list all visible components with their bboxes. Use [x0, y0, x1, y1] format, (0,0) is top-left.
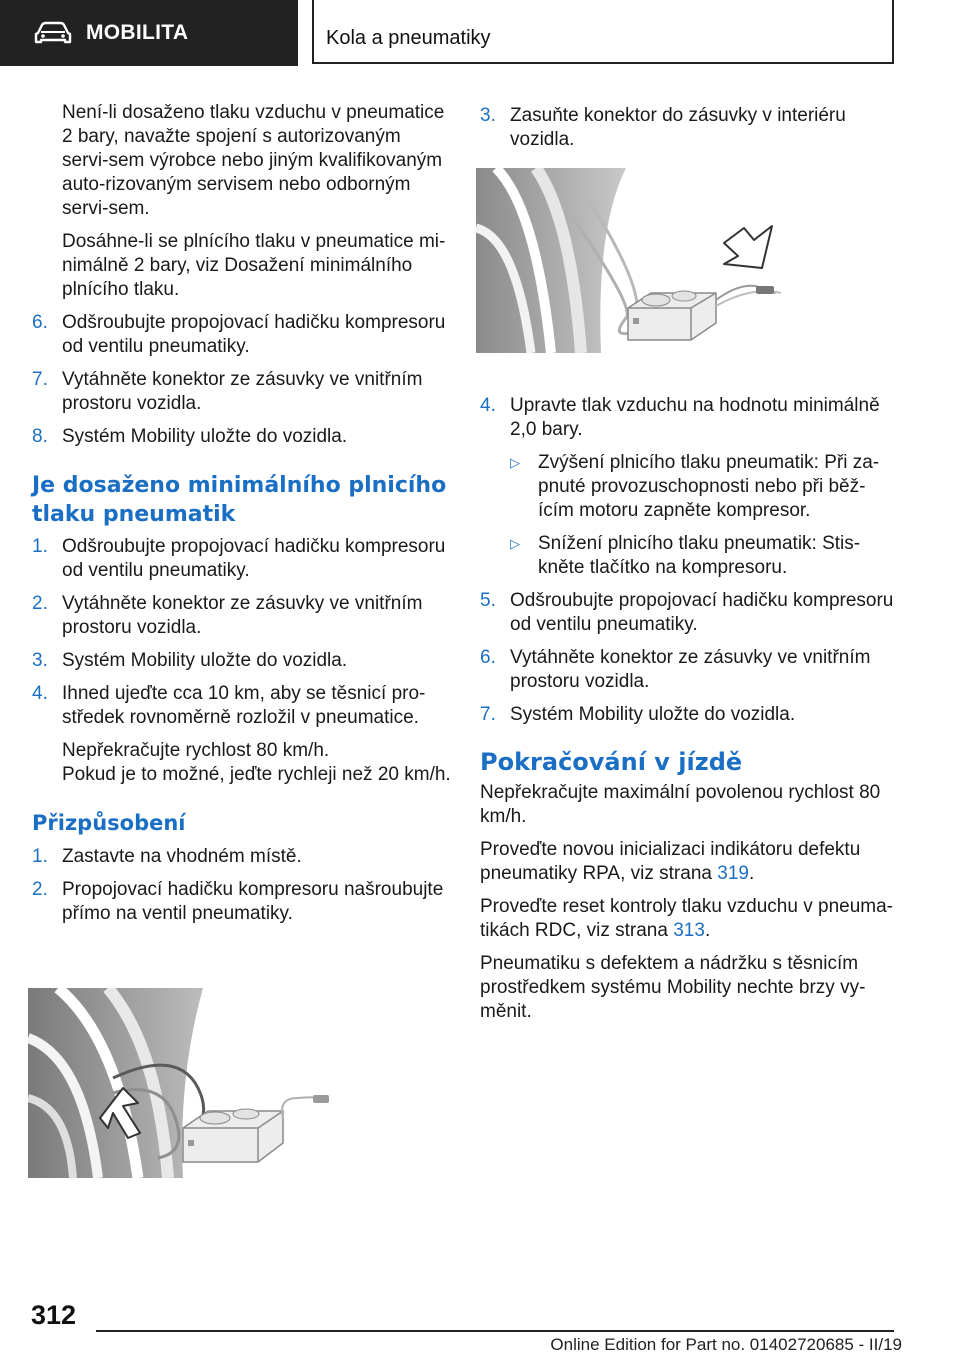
step-number: 2.: [32, 879, 48, 900]
step-number: 4.: [480, 395, 496, 416]
step-text: Odšroubujte propojovací hadičku kompresoru od ventilu pneumatiky.: [62, 312, 446, 357]
section-tab: [0, 0, 298, 66]
bullet-text: Zvýšení plnicího tlaku pneumatik: Při za-pnuté provozuschopnosti nebo při běž-ícím motoru zapněte kompresor.: [538, 452, 880, 521]
list-item: [32, 311, 452, 359]
body-paragraph: Pneumatiku s defektem a nádržku s těsnicím prostředkem systému Mobility nechte brzy vy-měnit.: [480, 953, 866, 1022]
step-number: 2.: [32, 593, 48, 614]
footer-divider: [96, 1330, 894, 1332]
intro-paragraph: Není-li dosaženo tlaku vzduchu v pneumatice 2 bary, navažte spojení s autorizovaným servi-sem výrobce nebo jiným kvalifikovaným auto-rizovaným servisem nebo odborným servi-sem.: [62, 102, 445, 219]
list-item: [32, 845, 452, 869]
body-paragraph: [480, 838, 900, 886]
list-item: [480, 104, 900, 152]
chapter-title: Kola a pneumatiky: [326, 27, 491, 49]
step-text: Systém Mobility uložte do vozidla.: [510, 704, 796, 725]
step-text: Zastavte na vhodném místě.: [62, 846, 302, 867]
body-text: .: [704, 920, 711, 941]
step-text: Zasuňte konektor do zásuvky v interiéru vozidla.: [510, 105, 846, 150]
page-number: 312: [31, 1300, 77, 1330]
step-number: 8.: [32, 426, 48, 447]
compressor-icon: [183, 1109, 283, 1162]
list-item: [32, 649, 452, 673]
step-number: 1.: [32, 846, 48, 867]
page-link-313[interactable]: 313: [673, 920, 705, 941]
compressor-valve-illustration: [28, 988, 448, 1178]
car-icon: [34, 21, 72, 45]
list-item: [480, 589, 900, 637]
body-text: .: [748, 863, 755, 884]
triangle-bullet-icon: ▷: [510, 536, 520, 551]
step-number: 7.: [32, 369, 48, 390]
list-item: [480, 394, 900, 442]
section-heading: Je dosaženo minimálního plnicího tlaku pneumatik: [32, 473, 447, 527]
step-text: Systém Mobility uložte do vozidla.: [62, 650, 348, 671]
step-text: Ihned ujeďte cca 10 km, aby se těsnicí pro-středek rovnoměrně rozložil v pneumatice.: [62, 683, 426, 728]
triangle-bullet-icon: ▷: [510, 455, 520, 470]
plug-icon: [313, 1095, 329, 1103]
step-number: 5.: [480, 590, 496, 611]
compressor-icon: [628, 291, 716, 340]
section-heading: Pokračování v jízdě: [480, 748, 743, 776]
edition-note: Online Edition for Part no. 01402720685 - II/19: [550, 1335, 902, 1354]
left-column: [32, 101, 452, 935]
page-link-319[interactable]: 319: [717, 863, 749, 884]
list-item: [32, 425, 452, 449]
page-header: [0, 0, 960, 66]
step-number: 1.: [32, 536, 48, 557]
list-item: [480, 703, 900, 727]
step-number: 6.: [480, 647, 496, 668]
arrow-icon: [724, 226, 772, 268]
section-title: MOBILITA: [86, 21, 189, 44]
body-text: Proveďte reset kontroly tlaku vzduchu v pneuma-tikách RDC, viz strana: [480, 896, 893, 941]
chapter-tab: [312, 0, 894, 64]
step-number: 7.: [480, 704, 496, 725]
list-item: [32, 592, 452, 640]
step-number: 6.: [32, 312, 48, 333]
compressor-socket-illustration: [476, 168, 896, 353]
body-paragraph: Nepřekračujte maximální povolenou rychlost 80 km/h.: [480, 782, 881, 827]
step-text: Odšroubujte propojovací hadičku kompresoru od ventilu pneumatiky.: [62, 536, 446, 581]
list-item: [480, 451, 900, 523]
step-number: 4.: [32, 683, 48, 704]
step-number: 3.: [32, 650, 48, 671]
step-text: Propojovací hadičku kompresoru našroubujte přímo na ventil pneumatiky.: [62, 879, 444, 924]
list-item: [480, 646, 900, 694]
body-paragraph: [480, 895, 900, 943]
list-item: [32, 878, 452, 926]
step-text: Vytáhněte konektor ze zásuvky ve vnitřním prostoru vozidla.: [510, 647, 871, 692]
intro-paragraph: Dosáhne-li se plnícího tlaku v pneumatice mi-nimálně 2 bary, viz Dosažení minimálního plnícího tlaku.: [62, 231, 446, 300]
step-number: 3.: [480, 105, 496, 126]
section-heading: Přizpůsobení: [32, 811, 186, 835]
step-text: Systém Mobility uložte do vozidla.: [62, 426, 348, 447]
list-item: [32, 368, 452, 416]
step-text: Odšroubujte propojovací hadičku kompresoru od ventilu pneumatiky.: [510, 590, 894, 635]
step-note: Pokud je to možné, jeďte rychleji než 20 km/h.: [62, 764, 451, 785]
list-item: [32, 682, 452, 730]
list-item: [480, 532, 900, 580]
step-text: Vytáhněte konektor ze zásuvky ve vnitřním prostoru vozidla.: [62, 369, 423, 414]
step-note: Nepřekračujte rychlost 80 km/h.: [62, 740, 330, 761]
bullet-text: Snížení plnicího tlaku pneumatik: Stis-kněte tlačítko na kompresoru.: [538, 533, 861, 578]
list-item: [32, 535, 452, 583]
step-text: Vytáhněte konektor ze zásuvky ve vnitřním prostoru vozidla.: [62, 593, 423, 638]
plug-icon: [756, 286, 774, 294]
step-text: Upravte tlak vzduchu na hodnotu minimálně 2,0 bary.: [510, 395, 880, 440]
body-text: Proveďte novou inicializaci indikátoru defektu pneumatiky RPA, viz strana: [480, 839, 861, 884]
